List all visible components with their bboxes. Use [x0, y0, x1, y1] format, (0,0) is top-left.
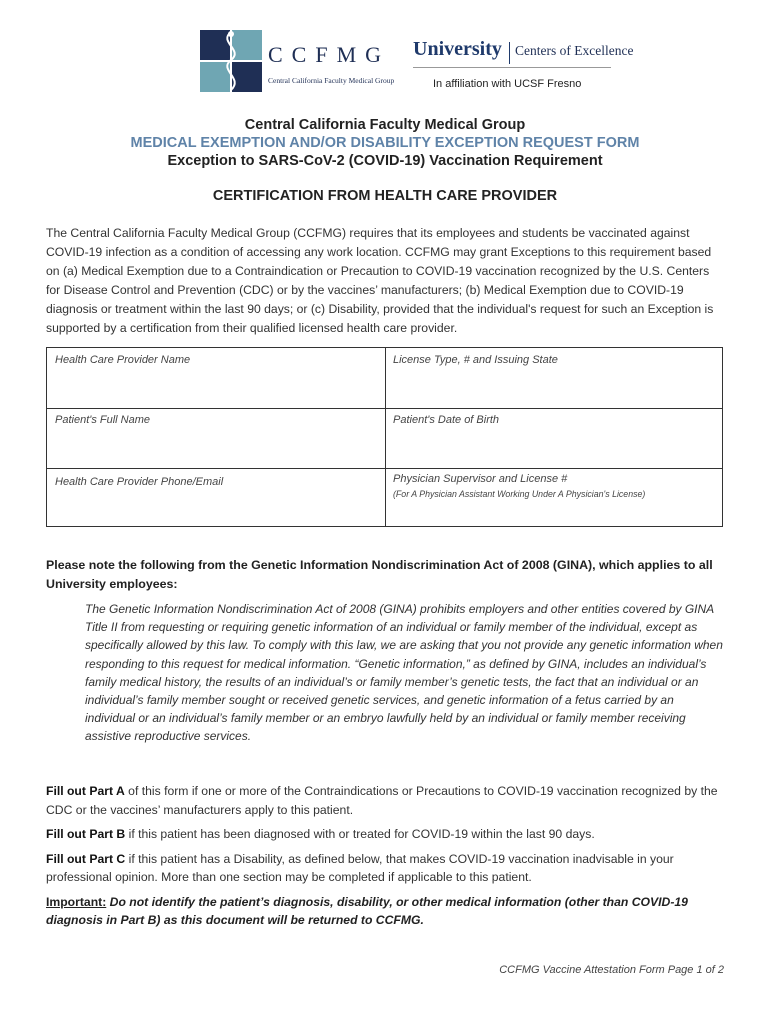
logo-divider — [509, 42, 510, 64]
form-title: MEDICAL EXEMPTION AND/OR DISABILITY EXCEPTION REQUEST FORM — [130, 135, 640, 151]
logo-rule — [413, 67, 611, 68]
provider-info-table — [46, 347, 723, 527]
ccfmg-subtitle: Central California Faculty Medical Group — [268, 76, 395, 85]
part-c-text: if this patient has a Disability, as defined below, that makes COVID-19 vaccination inadvisable in your professional opinion. More than one section may be completed if applicable to this patient. — [46, 851, 674, 884]
affiliation-text: In affiliation with UCSF Fresno — [433, 78, 582, 90]
part-b-label: Fill out Part B — [46, 827, 126, 841]
ccfmg-logo — [200, 30, 395, 92]
title-block — [0, 117, 770, 169]
parts-instructions — [46, 782, 728, 936]
part-a-text: of this form if one or more of the Contraindications or Precautions to COVID-19 vaccination recognized by the CDC or the vaccines’ manufacturers apply to this patient. — [46, 784, 718, 817]
provider-contact-field[interactable]: Health Care Provider Phone/Email — [55, 476, 224, 488]
important-text: Do not identify the patient’s diagnosis, disability, or other medical information (other than COVID-19 diagnosis in Part B) as this document will be returned to CCFMG. — [46, 894, 688, 927]
part-b-instruction — [46, 825, 728, 844]
table-divider — [47, 408, 722, 409]
page-footer: CCFMG Vaccine Attestation Form Page 1 of 2 — [499, 964, 724, 976]
patient-name-field[interactable]: Patient's Full Name — [55, 414, 151, 426]
part-a-instruction — [46, 782, 728, 819]
provider-name-field[interactable]: Health Care Provider Name — [55, 354, 191, 366]
intro-paragraph: The Central California Faculty Medical Group (CCFMG) requires that its employees and students be vaccinated against COVID-19 infection as a condition of accessing any work location. CCFMG may grant Exceptions to this requirement based on (a) Medical Exemption due to a Contraindication or Precaution to COVID-19 vaccination recognized by the U.S. Centers for Disease Control and Prevention (CDC) or by the vaccines’ manufacturers; (b) Medical Exemption due to COVID-19 diagnosis or treatment within the last 90 days; or (c) Disability, provided that the individual's request for such an Exception is supported by a certification from their qualified licensed health care provider. — [46, 226, 714, 335]
important-label: Important: — [46, 894, 107, 909]
ccfmg-wordmark: CCFMG — [268, 42, 391, 67]
license-field[interactable]: License Type, # and Issuing State — [393, 354, 558, 366]
important-note — [46, 893, 728, 930]
gina-intro: Please note the following from the Genetic Information Nondiscrimination Act of 2008 (GINA), which applies to all University employees: — [46, 558, 713, 591]
part-a-label: Fill out Part A — [46, 784, 125, 798]
patient-dob-field[interactable]: Patient's Date of Birth — [393, 414, 500, 426]
gina-quote: The Genetic Information Nondiscrimination Act of 2008 (GINA) prohibits employers and other entities covered by GINA Title II from requesting or requiring genetic information of an individual or family member of the individual, except as specifically allowed by this law. To comply with this law, we are asking that you not provide any genetic information when responding to this request for medical information. “Genetic information,” as defined by GINA, includes an individual’s family medical history, the results of an individual’s or family member’s genetic tests, the fact that an individual or an individual’s family member sought or received genetic services, and genetic information of a fetus carried by an individual or an individual’s family member or an embryo lawfully held by an individual or family member receiving assistive reproductive services. — [85, 602, 723, 744]
table-divider — [385, 348, 386, 526]
table-divider — [47, 468, 722, 469]
supervisor-note: (For A Physician Assistant Working Under A Physician's License) — [393, 489, 646, 499]
ccfmg-caduceus-logo-icon — [200, 30, 264, 92]
part-c-label: Fill out Part C — [46, 851, 126, 866]
university-logo — [413, 38, 634, 90]
part-c-instruction — [46, 850, 728, 887]
form-subtitle: Exception to SARS-CoV-2 (COVID-19) Vaccination Requirement — [167, 153, 603, 169]
org-name: Central California Faculty Medical Group — [244, 117, 526, 133]
university-wordmark: University — [413, 38, 502, 60]
supervisor-field[interactable]: Physician Supervisor and License # — [393, 473, 568, 485]
centers-of-excellence-text: Centers of Excellence — [515, 43, 634, 58]
cert-heading: CERTIFICATION FROM HEALTH CARE PROVIDER — [212, 188, 558, 204]
part-b-text: if this patient has been diagnosed with or treated for COVID-19 within the last 90 days. — [125, 827, 595, 841]
